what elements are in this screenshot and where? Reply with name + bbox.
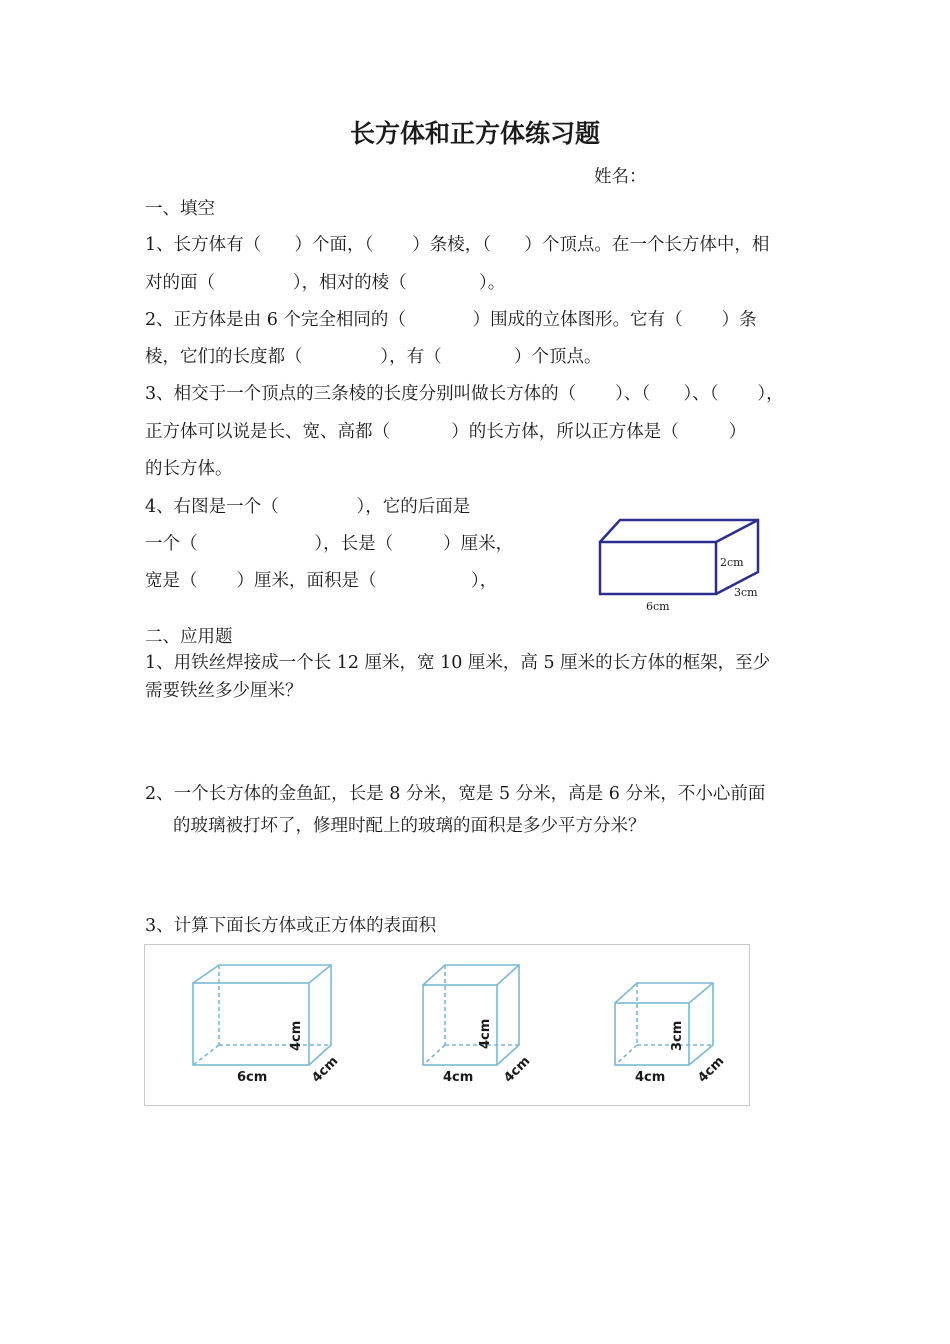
fill-line-9: 一个（ ），长是（ ）厘米， — [145, 534, 514, 554]
cuboid-figure — [592, 512, 772, 616]
solid-2-height: 4cm — [478, 1018, 493, 1049]
fill-line-3: 2、正方体是由 6 个完全相同的（ ）围成的立体图形。它有（ ）条 — [145, 310, 757, 330]
solid-3-height: 3cm — [670, 1020, 685, 1051]
q1-line-2: 需要铁丝多少厘米？ — [145, 681, 303, 701]
q1-line-1: 1、用铁丝焊接成一个长 12 厘米，宽 10 厘米，高 5 厘米的长方体的框架，至少 — [145, 653, 771, 673]
fill-line-2: 对的面（ ），相对的棱（ ）。 — [145, 273, 506, 293]
solid-1-height: 4cm — [289, 1020, 304, 1051]
fill-line-5: 3、相交于一个顶点的三条棱的长度分别叫做长方体的（ ）、（ ）、（ ）， — [145, 384, 784, 404]
solids-panel — [144, 944, 750, 1106]
solid-3-length: 4cm — [635, 1070, 666, 1085]
fill-line-7: 的长方体。 — [145, 459, 233, 479]
fill-line-1: 1、长方体有（ ）个面，（ ）条棱，（ ）个顶点。在一个长方体中，相 — [145, 235, 770, 255]
q2-line-2: 的玻璃被打坏了，修理时配上的玻璃的面积是多少平方分米？ — [173, 816, 646, 836]
page-title: 长方体和正方体练习题 — [349, 119, 600, 148]
figure-width-label: 3cm — [734, 586, 758, 599]
solid-1 — [185, 961, 355, 1086]
fill-line-8: 4、右图是一个（ ），它的后面是 — [145, 497, 471, 517]
figure-height-label: 2cm — [720, 556, 744, 569]
fill-line-10: 宽是（ ）厘米，面积是（ ）， — [145, 571, 498, 591]
solid-3-width: 4cm — [695, 1053, 728, 1086]
fill-line-6: 正方体可以说是长、宽、高都（ ）的长方体，所以正方体是（ ） — [145, 422, 747, 442]
solid-1-length: 6cm — [237, 1070, 268, 1085]
fill-line-4: 棱，它们的长度都（ ），有（ ）个顶点。 — [145, 347, 602, 367]
solid-3 — [607, 975, 747, 1087]
figure-length-label: 6cm — [646, 600, 670, 613]
solid-2 — [415, 961, 555, 1086]
solid-1-width: 4cm — [309, 1053, 342, 1086]
name-label: 姓名： — [594, 167, 647, 187]
q2-line-1: 2、一个长方体的金鱼缸，长是 8 分米，宽是 5 分米，高是 6 分米，不小心前面 — [145, 784, 766, 804]
solid-2-width: 4cm — [501, 1053, 534, 1086]
q3-text: 3、计算下面长方体或正方体的表面积 — [145, 916, 437, 936]
solid-2-length: 4cm — [443, 1070, 474, 1085]
section2-heading: 二、应用题 — [145, 627, 233, 647]
section1-heading: 一、填空 — [145, 199, 215, 219]
